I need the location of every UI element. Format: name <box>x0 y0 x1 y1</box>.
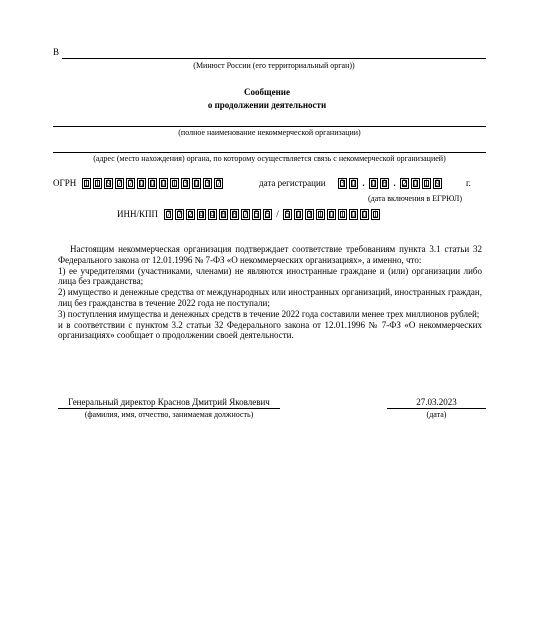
inn-digit: 7 <box>175 209 184 220</box>
ogrn-digit: 0 <box>148 178 157 189</box>
ogrn-digit: 7 <box>126 178 135 189</box>
signature-date: 27.03.2023 <box>416 397 457 407</box>
signatory-line <box>58 408 280 409</box>
recipient-line <box>62 58 486 59</box>
ogrn-digit: 9 <box>104 178 113 189</box>
date-caption: (дата) <box>426 410 447 419</box>
date-dot: . <box>393 178 396 188</box>
kpp-digit: 1 <box>338 209 347 220</box>
body-item-3: 3) поступления имущества и денежных средств в течение 2022 года составили менее трех миллионов рублей; <box>58 308 480 319</box>
kpp-digit: 0 <box>327 209 336 220</box>
kpp-digit: 0 <box>349 209 358 220</box>
body-text <box>58 244 482 341</box>
org-name-line <box>53 126 486 127</box>
ogrn-digit: 0 <box>192 178 201 189</box>
inn-kpp-label: ИНН/КПП <box>117 209 159 219</box>
kpp-digit: 1 <box>316 209 325 220</box>
document-subtitle: о продолжении деятельности <box>207 100 327 110</box>
inn-digit: 5 <box>263 209 272 220</box>
inn-digit: 2 <box>186 209 195 220</box>
reg-month-digit: 8 <box>380 178 389 189</box>
ogrn-digit: 3 <box>181 178 190 189</box>
inn-digit: 4 <box>197 209 206 220</box>
registration-date-cells <box>338 178 444 189</box>
kpp-digit: 0 <box>360 209 369 220</box>
reg-year-digit: 0 <box>411 178 420 189</box>
kpp-digit: 1 <box>371 209 380 220</box>
ogrn-digit: 3 <box>203 178 212 189</box>
document-title: Сообщение <box>244 87 290 97</box>
date-dot: . <box>362 178 365 188</box>
ogrn-cells <box>82 178 225 189</box>
address-caption: (адрес (место нахождения) органа, по которому осуществляется связь с некоммерческой организацией) <box>93 154 446 163</box>
year-suffix: г. <box>466 178 471 188</box>
recipient-prefix: В <box>53 47 60 57</box>
address-line <box>53 152 486 153</box>
registration-caption: (дата включения в ЕГРЮЛ) <box>367 194 463 203</box>
body-intro: Настоящим некоммерческая организация подтверждает соответствие требованиям пункта 3.1 статьи 32 Федерального закона от 12.01.1996 № 7-ФЗ «О некоммерческих организациях», а именно, что: <box>58 244 482 265</box>
ogrn-digit: 7 <box>115 178 124 189</box>
ogrn-digit: 1 <box>82 178 91 189</box>
signatory-caption: (фамилия, имя, отчество, занимаемая должность) <box>84 410 254 419</box>
kpp-digit: 3 <box>305 209 314 220</box>
ogrn-digit: 7 <box>214 178 223 189</box>
reg-day-digit: 0 <box>349 178 358 189</box>
inn-digit: 8 <box>219 209 228 220</box>
recipient-caption: (Минюст России (его территориальный орган)) <box>193 61 355 70</box>
inn-digit: 7 <box>241 209 250 220</box>
date-line <box>387 408 486 409</box>
signatory-name: Генеральный директор Краснов Дмитрий Яковлевич <box>68 397 270 407</box>
reg-month-digit: 0 <box>369 178 378 189</box>
reg-day-digit: 3 <box>338 178 347 189</box>
ogrn-digit: 0 <box>137 178 146 189</box>
inn-digit: 4 <box>208 209 217 220</box>
registration-label: дата регистрации <box>259 178 326 188</box>
inn-kpp-cells <box>164 209 382 220</box>
inn-kpp-separator: / <box>276 209 279 219</box>
reg-year-digit: 9 <box>433 178 442 189</box>
body-item-1: 1) ее учредителями (участниками, членами) не являются иностранные граждане и (или) организации либо лица без гражданства; <box>58 265 482 287</box>
body-item-2: 2) имущество и денежные средства от международных или иностранных организаций, иностранных граждан, лиц без гражданства в течение 2022 года не поступали; <box>58 287 482 308</box>
ogrn-digit: 1 <box>170 178 179 189</box>
reg-year-digit: 2 <box>400 178 409 189</box>
inn-digit: 8 <box>230 209 239 220</box>
kpp-digit: 5 <box>283 209 292 220</box>
inn-digit: 5 <box>252 209 261 220</box>
body-closing: и в соответствии с пунктом 3.2 статьи 32 Федерального закона от 12.01.1996 № 7-ФЗ «О некоммерческих организациях» сообщает о продолжении своей деятельности. <box>58 319 482 341</box>
ogrn-digit: 0 <box>159 178 168 189</box>
kpp-digit: 0 <box>294 209 303 220</box>
reg-year-digit: 1 <box>422 178 431 189</box>
org-name-caption: (полное наименование некоммерческой организации) <box>178 128 361 137</box>
ogrn-digit: 1 <box>93 178 102 189</box>
ogrn-label: ОГРН <box>53 178 77 188</box>
inn-digit: 7 <box>164 209 173 220</box>
